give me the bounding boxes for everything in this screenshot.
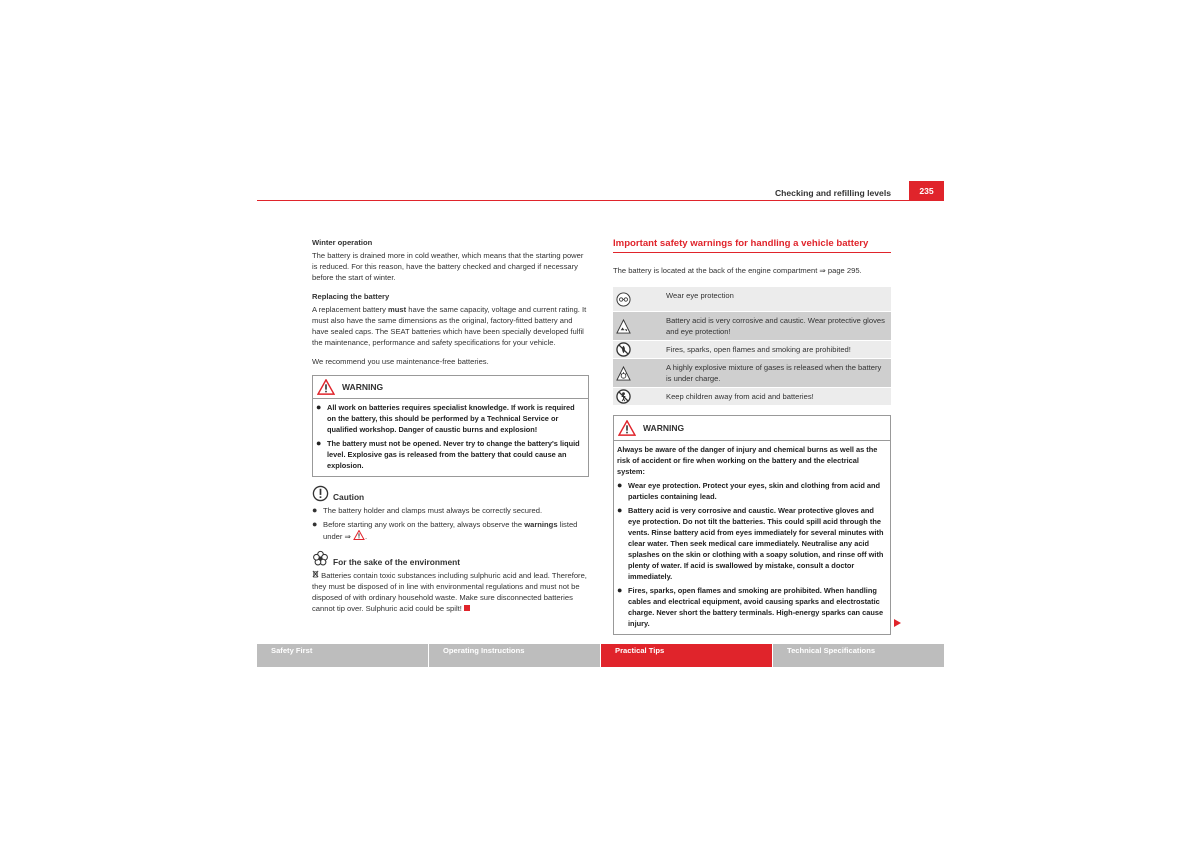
keep-children-away-icon: [616, 389, 631, 404]
warning-body: [313, 399, 588, 476]
replacing-text: A replacement battery must have the same capacity, voltage and current rating. It must also have the same dimensions as the original, factory-fitted battery and have sealed caps. The SEAT batteries which have been specially developed fulfil the maintenance, performance and safety specifications for your vehicle.: [312, 305, 587, 347]
continue-arrow-icon: [894, 619, 901, 627]
warning-intro: Always be aware of the danger of injury and chemical burns as well as the risk of accident or fire when working on the battery and the electrical system:: [617, 445, 878, 476]
warning-item: ● Fires, sparks, open flames and smoking are prohibited. When handling cables and electrical equipment, avoid causing sparks and electrostatic charge. Never short the battery terminals. High-energy sparks can cause injury.: [617, 585, 884, 628]
tab-safety-first[interactable]: Safety First: [257, 644, 428, 667]
caution-item: ● The battery holder and clamps must always be correctly secured.: [312, 505, 543, 515]
warning-header: [313, 376, 588, 399]
symbol-row: Battery acid is very corrosive and caustic. Wear protective gloves and eye protection!: [613, 311, 891, 340]
section-title: Important safety warnings for handling a vehicle battery: [613, 237, 891, 253]
symbol-row: Keep children away from acid and batteries!: [613, 387, 891, 405]
running-header: Checking and refilling levels: [774, 188, 891, 198]
caution-icon: [312, 485, 329, 502]
warning-body: [614, 441, 890, 634]
tab-technical-specifications[interactable]: Technical Specifications: [773, 644, 944, 667]
environment-text: Batteries contain toxic substances including sulphuric acid and lead. Therefore, they must be disposed of in line with environmental regulations and must not be disposed of with ordinary household waste. Make sure disconnected batteries cannot tip over. Sulphuric acid could be spilt!: [312, 571, 587, 613]
page-number: 235: [909, 181, 944, 201]
caution-header: [312, 485, 589, 502]
warning-item: ● The battery must not be opened. Never try to change the battery's liquid level. Explosive gas is released from the battery that could cause an explosion.: [316, 438, 580, 470]
warning-reference-icon: [353, 530, 365, 540]
right-column: [613, 237, 891, 635]
tab-practical-tips[interactable]: Practical Tips: [601, 644, 772, 667]
winter-heading: Winter operation: [312, 238, 373, 247]
warning-item: ● All work on batteries requires specialist knowledge. If work is required on the battery, this should be performed by a Technical Service or qualified workshop. Danger of caustic burns and explosion!: [316, 402, 575, 434]
caution-title: Caution: [333, 492, 365, 502]
warning-triangle-icon: [317, 379, 335, 395]
left-column: [312, 237, 589, 614]
header-rule: [257, 200, 944, 201]
warning-title: WARNING: [643, 422, 685, 433]
environment-title: For the sake of the environment: [333, 557, 461, 567]
section-intro: The battery is located at the back of the engine compartment ⇒ page 295.: [613, 266, 862, 275]
end-marker-icon: [464, 605, 470, 611]
warning-triangle-icon: [618, 420, 636, 436]
explosive-gas-icon: [616, 366, 631, 381]
no-flames-icon: [616, 342, 631, 357]
environment-header: [312, 550, 589, 567]
recommend-text: We recommend you use maintenance-free batteries.: [312, 357, 489, 366]
symbol-table: [613, 286, 891, 405]
flower-icon: [312, 550, 329, 567]
warning-item: ● Wear eye protection. Protect your eyes, skin and clothing from acid and particles containing lead.: [617, 480, 881, 501]
symbol-row: Fires, sparks, open flames and smoking are prohibited!: [613, 340, 891, 358]
warning-box: [613, 415, 891, 635]
acid-corrosive-icon: [616, 319, 631, 334]
eye-protection-icon: [616, 292, 631, 307]
winter-text: The battery is drained more in cold weather, which means that the starting power is reduced. For this reason, have the battery checked and charged if necessary before the start of winter.: [312, 251, 584, 282]
symbol-row: A highly explosive mixture of gases is released when the battery is under charge.: [613, 358, 891, 387]
warning-item: ● Battery acid is very corrosive and caustic. Wear protective gloves and eye protection. Do not tilt the batteries. This could spill acid through the vents. Rinse battery acid from eyes immediately for several minutes with clear water. Then seek medical care immediately. Neutralise any acid splashes on the skin or clothing with a soapy solution, and rinse off with plenty of water. If acid is swallowed by mistake, consult a doctor immediately.: [617, 505, 884, 581]
replacing-heading: Replacing the battery: [312, 292, 390, 301]
warning-header: [614, 416, 890, 441]
warning-box: [312, 375, 589, 477]
recycle-bin-icon: [312, 570, 319, 578]
warning-title: WARNING: [342, 381, 384, 392]
tab-operating-instructions[interactable]: Operating Instructions: [429, 644, 600, 667]
symbol-row: Wear eye protection: [613, 286, 891, 311]
caution-item: ● Before starting any work on the battery, always observe the warnings listed under ⇒ .: [312, 519, 578, 541]
